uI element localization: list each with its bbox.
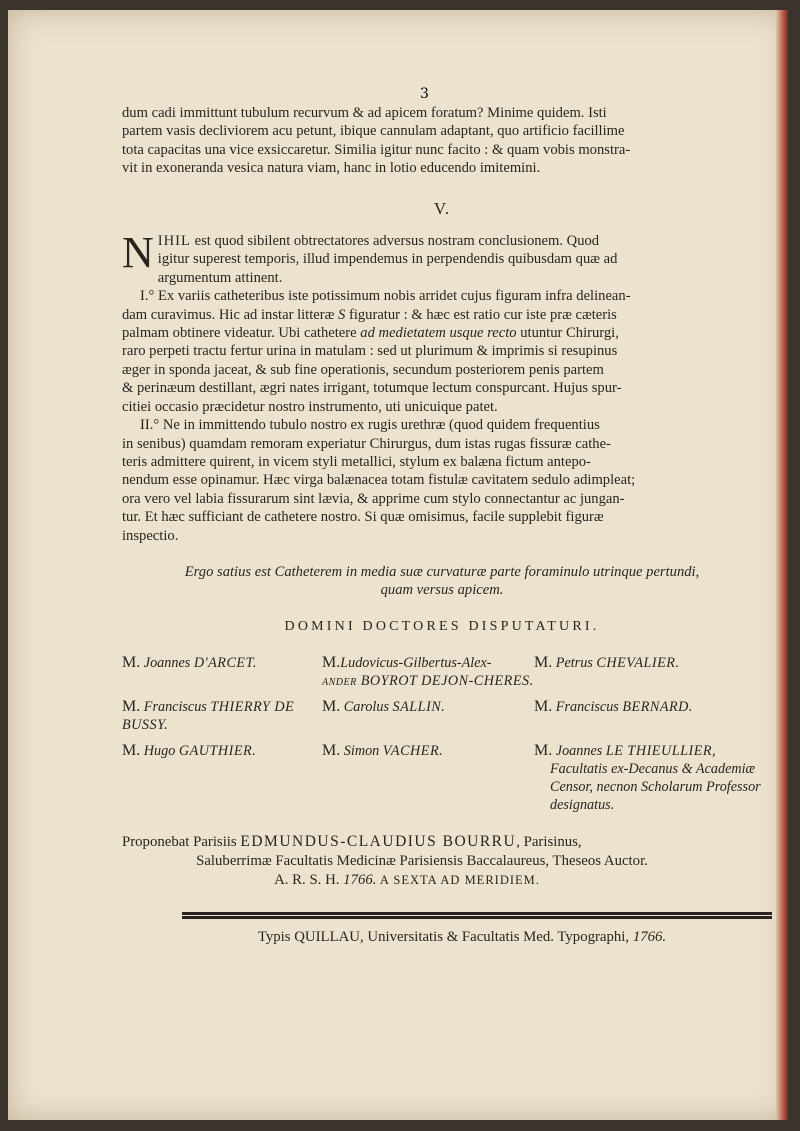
section-line: igitur superest temporis, illud impendemus in perpendendis quibusdam quæ ad: [157, 251, 618, 268]
printer-text: Typis QUILLAU, Universitatis & Facultatis Med. Typographi,: [257, 929, 633, 946]
item-two-line: inspectio.: [122, 527, 179, 544]
letter-s: S: [338, 306, 346, 323]
doctor-surname: ander BOYROT DEJON-CHERES.: [322, 673, 534, 690]
doctor-title: M.: [122, 742, 141, 760]
item-one-text: & perinæum destillant, ægri nates irrigant, totumque lectum conspurcant. Hujus spur-: [122, 380, 622, 397]
year-text: 1766.: [343, 872, 377, 889]
section-line: est quod sibilent obtrectatores adversus nostram conclusionem. Quod: [190, 233, 600, 250]
item-two-line: in senibus) quamdam remoram experiatur Chirurgus, dum istas rugas fissuræ cathe-: [122, 435, 611, 452]
intro-paragraph: [122, 104, 762, 178]
doctor-name: Hugo: [143, 743, 176, 760]
item-two-label: II.°: [140, 417, 160, 434]
smallcaps-word: IHIL: [157, 233, 191, 250]
item-two-paragraph: [122, 416, 762, 545]
doctor-entry: [322, 698, 534, 734]
item-two-line: nendum esse opinamur. Hæc virga balænacea totam fistulæ cavitatem sedulo adimpleat;: [122, 472, 636, 489]
printer-line: [162, 928, 762, 946]
item-one-label: I.°: [140, 288, 155, 305]
doctor-name: Ludovicus-Gilbertus-Alex-: [340, 655, 492, 672]
doctor-name: Franciscus: [555, 699, 619, 716]
doctor-entry: [534, 742, 762, 814]
item-one-text: raro perpeti tractu fertur urina in matulam : sed ut plurimum & imprimis si resupinus: [122, 343, 618, 360]
doctor-surname: CHEVALIER.: [596, 655, 680, 672]
doctor-name: Petrus: [555, 655, 593, 672]
doctor-name: Joannes: [555, 743, 603, 760]
item-one-text: æger in sponda jaceat, & sub fine operationis, secundum posteriorem penis partem: [122, 361, 604, 378]
italic-phrase: ad medietatem usque recto: [360, 325, 517, 342]
date-text: A. R. S. H.: [274, 872, 344, 889]
doctor-name: Franciscus: [143, 699, 207, 716]
item-one-text: utuntur Chirurgi,: [516, 325, 619, 342]
printer-year: 1766.: [632, 929, 667, 946]
proponebat-line: [52, 871, 762, 890]
conclusion-line: Ergo satius est Catheterem in media suæ curvaturæ parte foraminulo utrinque pertundi,: [184, 563, 700, 580]
item-two-line: ora vero vel labia fissurarum sint lævia, & apprime cum stylo connectantur ac jungan-: [122, 490, 625, 507]
doctor-surname: SALLIN.: [392, 699, 446, 716]
doctor-title: M.: [534, 742, 553, 760]
intro-line: tota capacitas una vice exsiccaretur. Similia igitur nunc facito : & quam vobis monstra-: [122, 141, 631, 158]
proponebat-line: Saluberrimæ Facultatis Medicinæ Parisiensis Baccalaureus, Theseos Auctor.: [196, 853, 648, 870]
doctor-title: M.: [534, 698, 553, 716]
document-content: [122, 86, 762, 947]
doctor-name: Joannes: [143, 655, 191, 672]
doctors-list: [122, 654, 762, 814]
doctor-surname: LE THIEULLIER,: [605, 743, 717, 760]
section-heading: V.: [433, 198, 451, 218]
page-edge-decoration: [776, 10, 788, 1120]
doctor-note: Facultatis ex-Decanus & Academiæ Censor, necnon Scholarum Professor designatus.: [550, 761, 761, 814]
page-number: 3: [420, 86, 429, 102]
doctores-heading: DOMINI DOCTORES DISPUTATURI.: [284, 618, 600, 634]
item-one-text: dam curavimus. Hic ad instar litteræ: [122, 306, 339, 323]
section-paragraph: [122, 228, 762, 287]
proponebat-block: [122, 832, 762, 890]
doctor-surname: D'ARCET.: [193, 655, 257, 672]
doctor-entry: [122, 654, 322, 690]
item-one-text: Ex variis catheteribus iste potissimum nobis arridet cujus figuram infra delinean-: [154, 288, 631, 305]
conclusion-line: quam versus apicem.: [380, 582, 504, 599]
proponebat-text: , Parisinus,: [516, 834, 582, 851]
doctor-title: M.: [534, 654, 553, 672]
doctor-entry: [534, 654, 762, 690]
doctor-entry: [322, 654, 534, 690]
proponebat-line: [122, 832, 762, 852]
doctor-title: M.: [322, 654, 341, 672]
doctor-entry: [322, 742, 534, 814]
time-text: A SEXTA AD MERIDIEM.: [376, 873, 540, 888]
doctor-name: Carolus: [343, 699, 389, 716]
doctor-title: M.: [322, 698, 341, 716]
doctor-entry: [122, 742, 322, 814]
doctor-title: M.: [322, 742, 341, 760]
item-one-text: figuratur : & hæc est ratio cur iste præ cæteris: [345, 306, 617, 323]
doctor-title: M.: [122, 698, 141, 716]
doctor-entry: [534, 698, 762, 734]
section-line: argumentum attinent.: [157, 269, 283, 286]
proponebat-text: Proponebat Parisiis: [122, 834, 241, 851]
doctor-surname: VACHER.: [382, 743, 444, 760]
item-one-text: citiei occasio præcidetur nostro instrumento, uti unicuique patet.: [122, 398, 498, 415]
intro-line: dum cadi immittunt tubulum recurvum & ad apicem foratum? Minime quidem. Isti: [122, 105, 607, 121]
dropcap-letter: N: [122, 228, 154, 278]
doctor-entry: [122, 698, 322, 734]
doctor-title: M.: [122, 654, 141, 672]
author-name: EDMUNDUS-CLAUDIUS BOURRU: [240, 833, 517, 851]
item-two-line: tur. Et hæc sufficiant de cathetere nostro. Si quæ omisimus, facile supplebit figuræ: [122, 509, 604, 526]
intro-line: vit in exoneranda vesica natura viam, hanc in lotio educendo imitemini.: [122, 160, 541, 177]
item-one-paragraph: [122, 287, 762, 416]
divider-rule: [182, 912, 772, 916]
conclusion: [122, 563, 762, 600]
doctor-surname: THIERRY DE BUSSY.: [122, 699, 295, 734]
doctor-name: Simon: [343, 743, 380, 760]
item-one-text: palmam obtinere videatur. Ubi cathetere: [122, 325, 361, 342]
item-two-line: teris admittere quirent, in vicem styli metallici, stylum ex balæna fictum antepo-: [122, 453, 591, 470]
doctor-surname: BERNARD.: [622, 699, 693, 716]
intro-line: partem vasis decliviorem acu petunt, ibique cannulam adaptant, quo artificio facillime: [122, 123, 625, 140]
item-two-line: Ne in immittendo tubulo nostro ex rugis urethræ (quod quidem frequentius: [159, 417, 600, 434]
doctor-surname: GAUTHIER.: [178, 743, 257, 760]
